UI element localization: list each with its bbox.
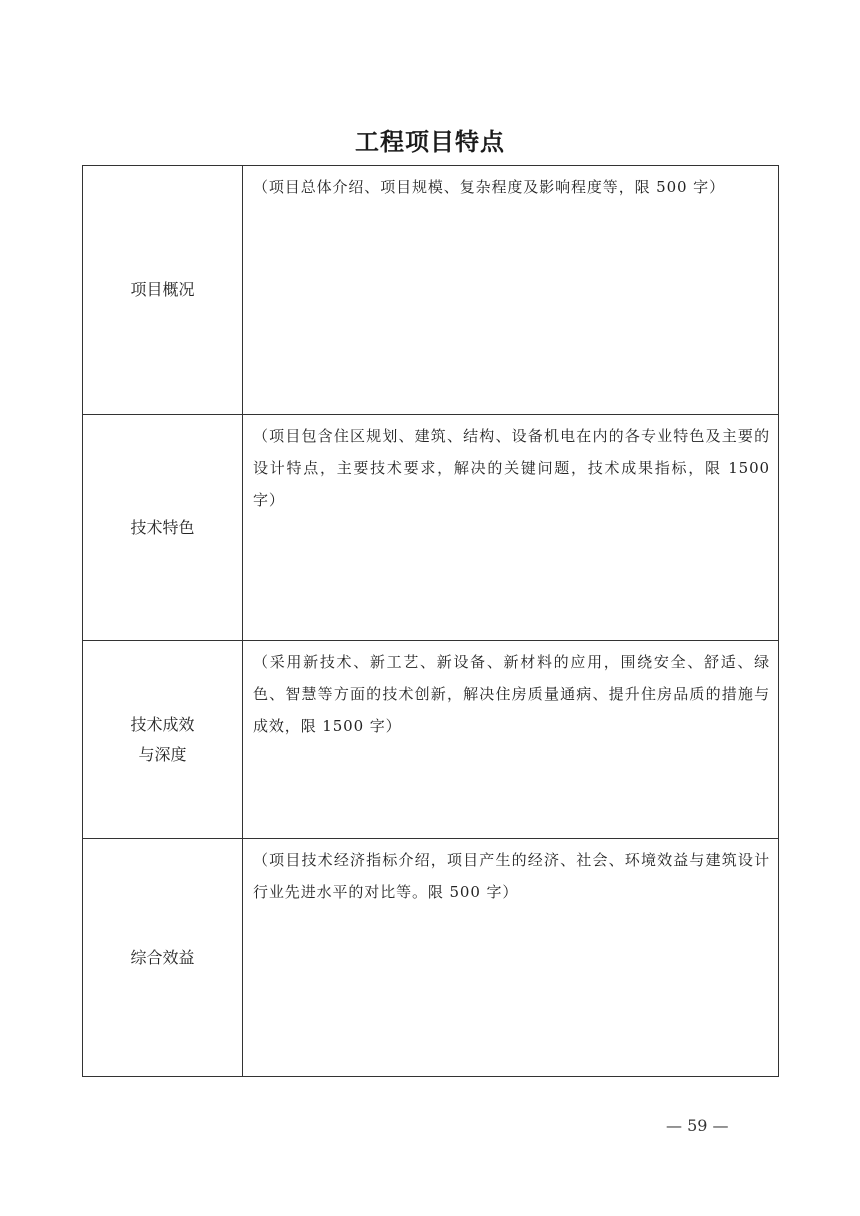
content-cell-technical-features[interactable] [243, 415, 779, 641]
row-label-comprehensive-benefits [83, 839, 243, 1077]
row-label-line: 综合效益 [130, 947, 195, 967]
table-row-technical-features [83, 415, 779, 641]
page-title: 工程项目特点 [355, 128, 505, 156]
content-hint-project-overview: （项目总体介绍、项目规模、复杂程度及影响程度等，限 500 字） [253, 178, 725, 196]
row-label-technical-features [83, 415, 243, 641]
row-label-line: 技术成效 [130, 714, 195, 734]
table-row-project-overview [83, 166, 779, 415]
content-hint-technical-features: （项目包含住区规划、建筑、结构、设备机电在内的各专业特色及主要的设计特点，主要技术要求，解决的关键问题，技术成果指标，限 1500 字） [253, 427, 770, 509]
content-cell-comprehensive-benefits[interactable] [243, 839, 779, 1077]
row-label-project-overview [83, 166, 243, 415]
row-label-technical-results [83, 641, 243, 839]
content-cell-project-overview[interactable] [243, 166, 779, 415]
row-label-line: 项目概况 [130, 280, 195, 299]
page-number: — 59 — [666, 1116, 729, 1135]
content-hint-comprehensive-benefits: （项目技术经济指标介绍，项目产生的经济、社会、环境效益与建筑设计行业先进水平的对比等。限 500 字） [253, 851, 770, 901]
table-row-comprehensive-benefits [83, 839, 779, 1077]
row-label-line: 与深度 [138, 744, 187, 764]
table-row-technical-results [83, 641, 779, 839]
content-hint-technical-results: （采用新技术、新工艺、新设备、新材料的应用，围绕安全、舒适、绿色、智慧等方面的技术创新，解决住房质量通病、提升住房品质的措施与成效，限 1500 字） [253, 653, 770, 735]
content-cell-technical-results[interactable] [243, 641, 779, 839]
project-features-table [82, 165, 779, 1077]
row-label-line: 技术特色 [130, 517, 195, 537]
